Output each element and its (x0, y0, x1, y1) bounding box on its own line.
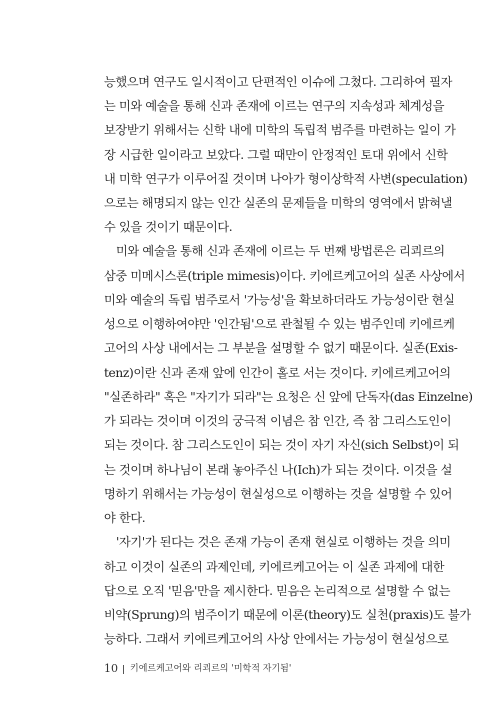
page-number: 10 (104, 662, 118, 675)
text-line: 가 되라는 것이며 이것의 궁극적 이념은 참 인간, 즉 참 그리스도인이 (104, 414, 452, 428)
text-line: 성으로 이행하여야만 '인간됨'으로 관철될 수 있는 범주인데 키에르케 (104, 317, 455, 331)
text-line: 으로는 해명되지 않는 인간 실존의 문제들을 미학의 영역에서 밝혀낼 (104, 196, 453, 210)
text-line: 능하다. 그래서 키에르케고어의 사상 안에서는 가능성이 현실성으로 (104, 632, 449, 646)
paragraph-first-line: 미와 예술을 통해 신과 존재에 이르는 두 번째 방법론은 리쾨르의 (116, 244, 445, 258)
text-line: 는 미와 예술을 통해 신과 존재에 이르는 연구의 지속성과 체계성을 (104, 99, 445, 113)
text-line: 보장받기 위해서는 신학 내에 미학의 독립적 범주를 마련하는 일이 가 (104, 123, 456, 137)
text-line: 비약(Sprung)의 범주이기 때문에 이론(theory)도 실천(praxis)도 불가 (104, 608, 471, 622)
page-footer (104, 661, 291, 677)
text-line: 는 것이며 하나님이 본래 놓아주신 나(Ich)가 되는 것이다. 이것을 설 (104, 463, 453, 477)
text-line: 야 한다. (104, 511, 146, 525)
text-line: 명하기 위해서는 가능성이 현실성으로 이행하는 것을 설명할 수 있어 (104, 487, 453, 501)
text-line: "실존하라" 혹은 "자기가 되라"는 요청은 신 앞에 단독자(das Einzelne) (104, 390, 473, 404)
text-line: tenz)이란 신과 존재 앞에 인간이 홀로 서는 것이다. 키에르케고어의 (104, 366, 451, 380)
text-line: 답으로 오직 '믿음'만을 제시한다. 믿음은 논리적으로 설명할 수 없는 (104, 584, 451, 598)
text-line: 되는 것이다. 참 그리스도인이 되는 것이 자기 자신(sich Selbst)이 되 (104, 438, 460, 452)
footer-divider (123, 665, 124, 674)
running-title: 키에르케고어와 리쾨르의 '미학적 자기됨' (130, 664, 292, 674)
text-line: 내 미학 연구가 이루어질 것이며 나아가 형이상학적 사변(speculation) (104, 172, 468, 186)
text-line: 수 있을 것이기 때문이다. (104, 220, 233, 234)
text-line: 삼중 미메시스론(triple mimesis)이다. 키에르케고어의 실존 사상에서 (104, 269, 465, 283)
text-line: 능했으며 연구도 일시적이고 단편적인 이슈에 그쳤다. 그리하여 필자 (104, 75, 453, 89)
text-line: 고어의 사상 내에서는 그 부분을 설명할 수 없기 때문이다. 실존(Exis- (104, 341, 458, 355)
paragraph-first-line: '자기'가 된다는 것은 존재 가능이 존재 현실로 이행하는 것을 의미 (116, 535, 451, 549)
text-line: 미와 예술의 독립 범주로서 '가능성'을 확보하더라도 가능성이란 현실 (104, 293, 455, 307)
text-line: 하고 이것이 실존의 과제인데, 키에르케고어는 이 실존 과제에 대한 (104, 560, 445, 574)
text-line: 장 시급한 일이라고 보았다. 그럴 때만이 안정적인 토대 위에서 신학 (104, 148, 448, 162)
